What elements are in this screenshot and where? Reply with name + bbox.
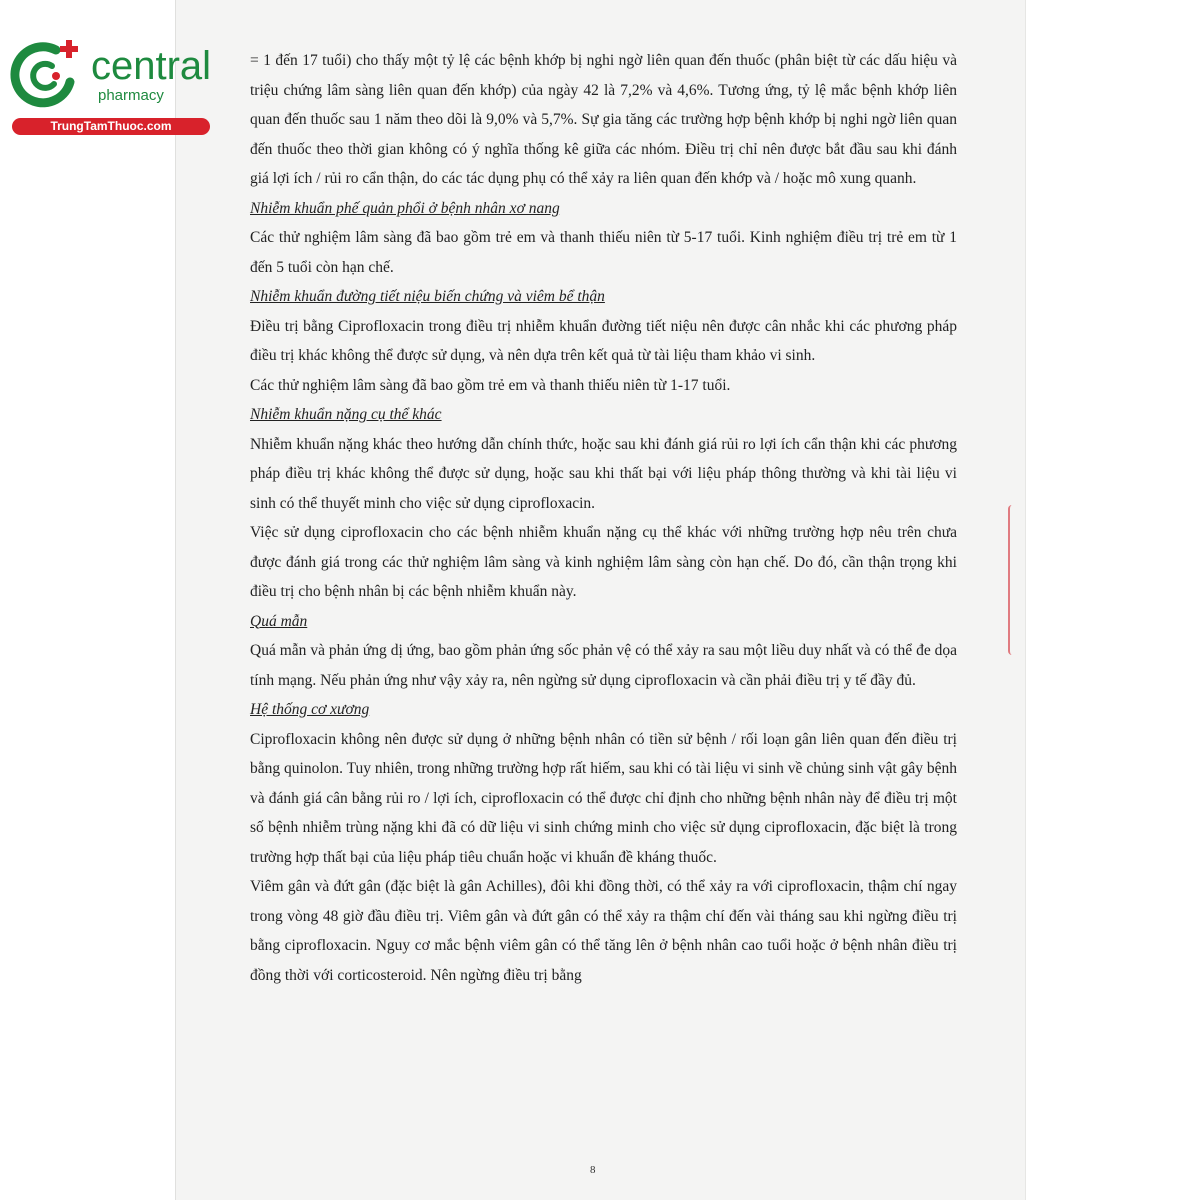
paragraph-urinary-tract-2: Các thử nghiệm lâm sàng đã bao gồm trẻ em và thanh thiếu niên từ 1-17 tuổi. bbox=[250, 376, 731, 394]
heading-cystic-fibrosis: Nhiễm khuẩn phế quản phổi ở bệnh nhân xơ nang bbox=[250, 199, 560, 217]
heading-urinary-tract: Nhiễm khuẩn đường tiết niệu biến chứng và viêm bể thận bbox=[250, 288, 605, 305]
paragraph-severe-infections-2: Việc sử dụng ciprofloxacin cho các bệnh nhiễm khuẩn nặng cụ thể khác với những trường hợp nêu trên chưa được đánh giá trong các thử nghiệm lâm sàng và kinh nghiệm lâm sàng còn hạn chế. Do đó, cần thận trọng khi điều trị cho bệnh nhân bị các bệnh nhiễm khuẩn này. bbox=[250, 524, 957, 600]
paragraph-musculoskeletal-2: Viêm gân và đứt gân (đặc biệt là gân Achilles), đôi khi đồng thời, có thể xảy ra với ciprofloxacin, thậm chí ngay trong vòng 48 giờ đầu điều trị. Viêm gân và đứt gân có thể xảy ra thậm chí đến vài tháng sau khi ngừng điều trị bằng ciprofloxacin. Nguy cơ mắc bệnh viêm gân có thể tăng lên ở bệnh nhân cao tuổi hoặc ở bệnh nhân điều trị đồng thời với corticosteroid. Nên ngừng điều trị bằng bbox=[250, 878, 957, 984]
heading-musculoskeletal: Hệ thống cơ xương bbox=[250, 701, 370, 718]
heading-severe-infections: Nhiễm khuẩn nặng cụ thể khác bbox=[250, 406, 442, 423]
paragraph-hypersensitivity: Quá mẫn và phản ứng dị ứng, bao gồm phản ứng sốc phản vệ có thể xảy ra sau một liều duy nhất và có thể đe dọa tính mạng. Nếu phản ứng như vậy xảy ra, nên ngừng sử dụng ciprofloxacin và cần phải điều trị y tế đầy đủ. bbox=[250, 642, 957, 689]
red-stamp-mark bbox=[1008, 505, 1032, 655]
page-number: 8 bbox=[590, 1164, 596, 1176]
paragraph-urinary-tract-1: Điều trị bằng Ciprofloxacin trong điều trị nhiễm khuẩn đường tiết niệu nên được cân nhắc khi các phương pháp điều trị khác không thể được sử dụng, và nên dựa trên kết quả từ tài liệu tham khảo vi sinh. bbox=[250, 317, 957, 364]
brand-site-banner[interactable]: TrungTamThuoc.com bbox=[12, 118, 210, 135]
heading-hypersensitivity: Quá mẫn bbox=[250, 612, 308, 630]
paragraph-arthropathy: = 1 đến 17 tuổi) cho thấy một tỷ lệ các bệnh khớp bị nghi ngờ liên quan đến thuốc (phân biệt từ các dấu hiệu và triệu chứng lâm sàng liên quan đến khớp) của ngày 42 là 7,2% và 4,6%. Tương ứng, tỷ lệ mắc bệnh khớp liên quan đến thuốc sau 1 năm theo dõi là 9,0% và 5,7%. Sự gia tăng các trường hợp bệnh khớp bị nghi ngờ liên quan đến thuốc theo thời gian không có ý nghĩa thống kê giữa các nhóm. Điều trị chỉ nên được bắt đầu sau khi đánh giá lợi ích / rủi ro cẩn thận, do các tác dụng phụ có thể xảy ra liên quan đến khớp và / hoặc mô xung quanh. bbox=[250, 52, 957, 187]
document-body bbox=[250, 46, 957, 990]
brand-logo[interactable] bbox=[8, 36, 213, 136]
paragraph-musculoskeletal-1: Ciprofloxacin không nên được sử dụng ở những bệnh nhân có tiền sử bệnh / rối loạn gân liên quan đến điều trị bằng quinolon. Tuy nhiên, trong những trường hợp rất hiếm, sau khi có tài liệu vi sinh về chủng sinh vật gây bệnh và đánh giá cân bằng rủi ro / lợi ích, ciprofloxacin có thể được chỉ định cho những bệnh nhân này để điều trị một số bệnh nhiễm trùng nặng khi đã có dữ liệu vi sinh chứng minh cho việc sử dụng ciprofloxacin, đặc biệt là trong trường hợp thất bại của liệu pháp tiêu chuẩn hoặc vi khuẩn đề kháng thuốc. bbox=[250, 730, 957, 866]
central-pharmacy-logo-icon bbox=[8, 36, 90, 116]
paragraph-cystic-fibrosis: Các thử nghiệm lâm sàng đã bao gồm trẻ em và thanh thiếu niên từ 5-17 tuổi. Kinh nghiệm điều trị trẻ em từ 1 đến 5 tuổi còn hạn chế. bbox=[250, 229, 957, 276]
brand-subtitle: pharmacy bbox=[98, 87, 164, 104]
paragraph-severe-infections-1: Nhiễm khuẩn nặng khác theo hướng dẫn chính thức, hoặc sau khi đánh giá rủi ro lợi ích cẩn thận khi các phương pháp điều trị khác không thể được sử dụng, hoặc sau khi thất bại với liệu pháp thông thường và khi tài liệu vi sinh có thể thuyết minh cho việc sử dụng ciprofloxacin. bbox=[250, 435, 957, 512]
brand-name: central bbox=[91, 44, 212, 88]
